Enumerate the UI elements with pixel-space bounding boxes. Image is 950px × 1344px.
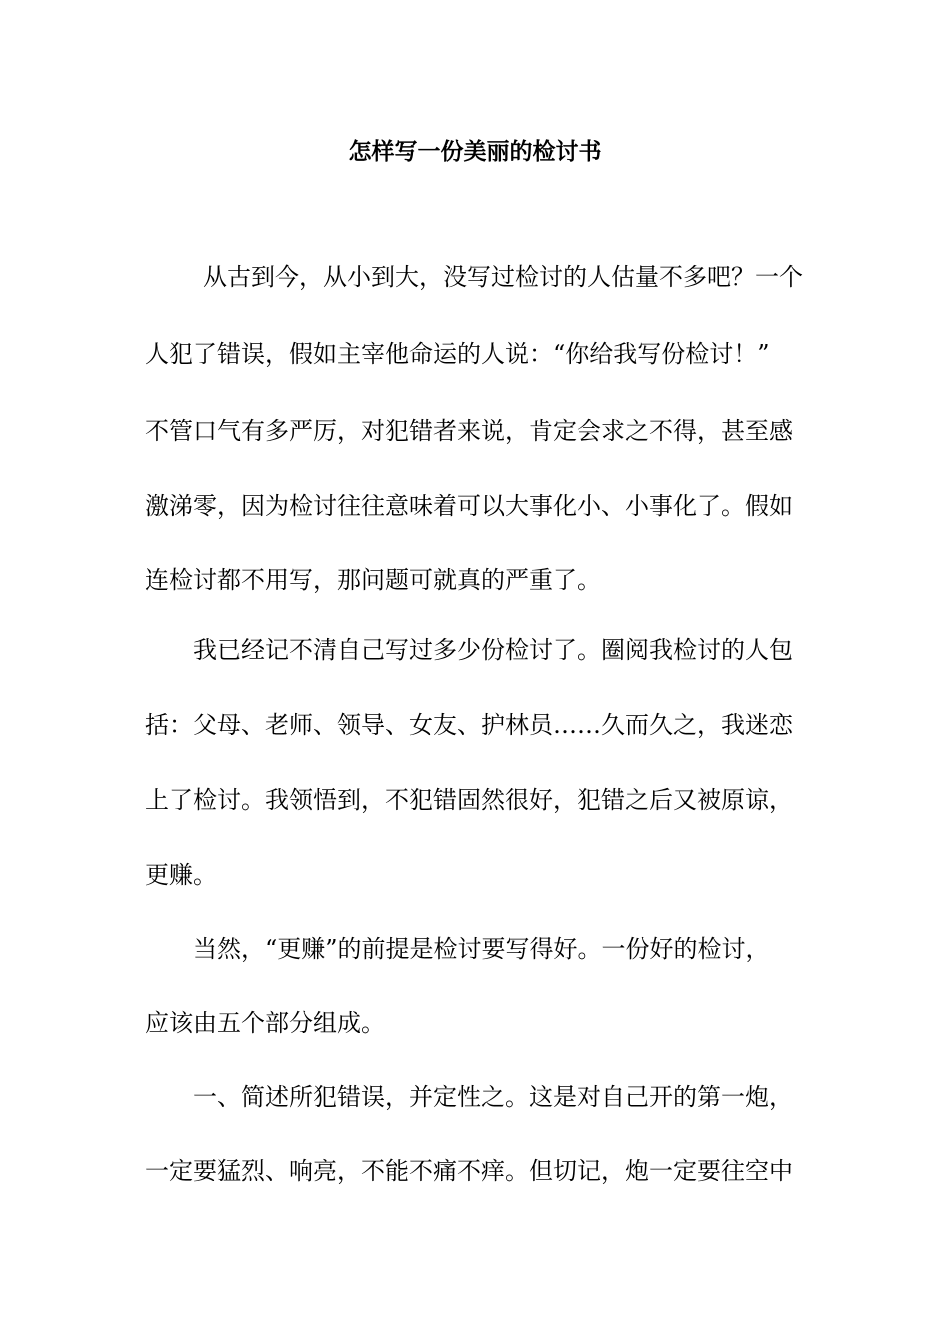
paragraph-line: 当然，“更赚”的前提是检讨要写得好。一份好的检讨， xyxy=(193,935,770,963)
paragraph-line: 更赚。 xyxy=(145,861,217,889)
paragraph-line: 上了检讨。我领悟到，不犯错固然很好，犯错之后又被原谅， xyxy=(145,786,793,814)
paragraph-line: 连检讨都不用写，那问题可就真的严重了。 xyxy=(145,566,601,594)
paragraph-line: 不管口气有多严厉，对犯错者来说，肯定会求之不得，甚至感 xyxy=(145,417,793,445)
paragraph-line: 括：父母、老师、领导、女友、护林员……久而久之，我迷恋 xyxy=(145,711,793,739)
paragraph-line: 从古到今，从小到大，没写过检讨的人估量不多吧？一个 xyxy=(203,263,803,291)
document-title: 怎样写一份美丽的检讨书 xyxy=(348,138,602,165)
paragraph-line: 人犯了错误，假如主宰他命运的人说：“你给我写份检讨！” xyxy=(145,340,770,368)
paragraph-line: 我已经记不清自己写过多少份检讨了。圈阅我检讨的人包 xyxy=(193,636,793,664)
paragraph-line: 激涕零，因为检讨往往意味着可以大事化小、小事化了。假如 xyxy=(145,492,793,520)
paragraph-line: 一定要猛烈、响亮，不能不痛不痒。但切记，炮一定要往空中 xyxy=(145,1157,793,1185)
paragraph-line: 一、简述所犯错误，并定性之。这是对自己开的第一炮， xyxy=(193,1083,793,1111)
paragraph-line: 应该由五个部分组成。 xyxy=(145,1009,385,1037)
